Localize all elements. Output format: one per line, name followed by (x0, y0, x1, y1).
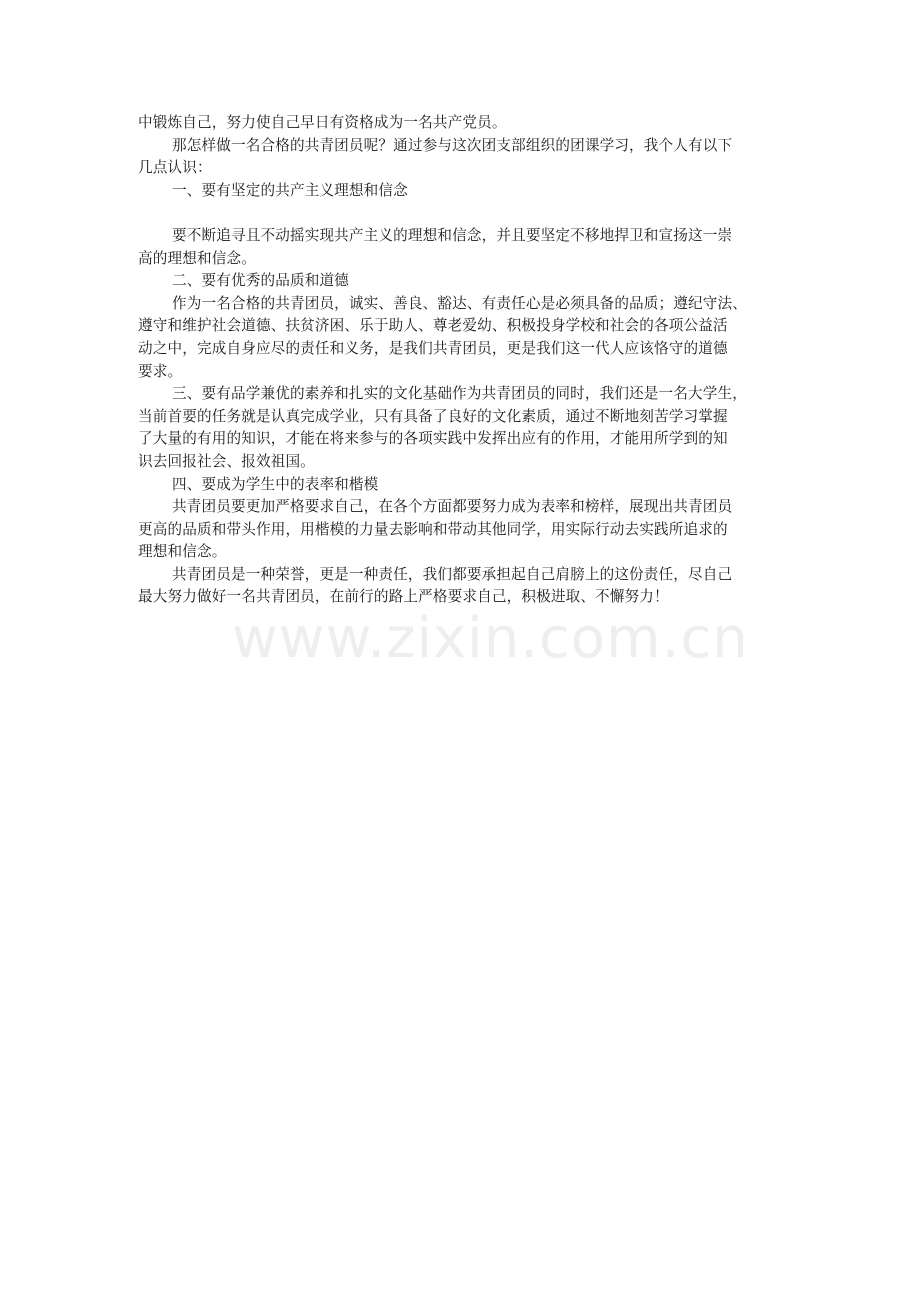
paragraph-line: 要求。 (138, 362, 183, 380)
paragraph-line: 动之中，完成自身应尽的责任和义务，是我们共青团员，更是我们这一代人应该恪守的道德 (138, 339, 728, 357)
section-heading-3: 三、要有品学兼优的素养和扎实的文化基础作为共青团员的同时，我们还是一名大学生， (172, 385, 748, 403)
paragraph-line: 当前首要的任务就是认真完成学业，只有具备了良好的文化素质，通过不断地刻苦学习掌握 (138, 407, 728, 425)
paragraph-line: 共青团员是一种荣誉，更是一种责任，我们都要承担起自己肩膀上的这份责任，尽自己 (172, 565, 733, 583)
paragraph-line: 高的理想和信念。 (138, 249, 256, 267)
paragraph-line: 作为一名合格的共青团员，诚实、善良、豁达、有责任心是必须具备的品质；遵纪守法、 (172, 294, 748, 312)
section-heading-4: 四、要成为学生中的表率和楷模 (172, 475, 379, 493)
paragraph-line: 更高的品质和带头作用，用楷模的力量去影响和带动其他同学，用实际行动去实践所追求的 (138, 520, 728, 538)
paragraph-line: 识去回报社会、报效祖国。 (138, 452, 315, 470)
blank-line (138, 202, 810, 225)
paragraph-line: 遵守和维护社会道德、扶贫济困、乐于助人、尊老爱幼、积极投身学校和社会的各项公益活 (138, 317, 728, 335)
paragraph-line: 共青团员要更加严格要求自己，在各个方面都要努力成为表率和榜样，展现出共青团员 (172, 498, 733, 516)
document-body (138, 112, 810, 609)
paragraph-line: 要不断追寻且不动摇实现共产主义的理想和信念，并且要坚定不移地捍卫和宣扬这一崇 (172, 226, 733, 244)
section-heading-2: 二、要有优秀的品质和道德 (172, 272, 349, 290)
paragraph-line: 中锻炼自己，努力使自己早日有资格成为一名共产党员。 (138, 114, 507, 131)
paragraph-line: 理想和信念。 (138, 543, 227, 561)
section-heading-1: 一、要有坚定的共产主义理想和信念 (172, 181, 408, 199)
paragraph-line: 那怎样做一名合格的共青团员呢？通过参与这次团支部组织的团课学习，我个人有以下 (172, 136, 733, 154)
paragraph-line: 了大量的有用的知识，才能在将来参与的各项实践中发挥出应有的作用，才能用所学到的知 (138, 430, 728, 448)
watermark: www.zixin.com.cn (232, 606, 749, 671)
paragraph-line: 最大努力做好一名共青团员，在前行的路上严格要求自己，积极进取、不懈努力！ (138, 588, 669, 606)
paragraph-line: 几点认识： (138, 159, 212, 177)
